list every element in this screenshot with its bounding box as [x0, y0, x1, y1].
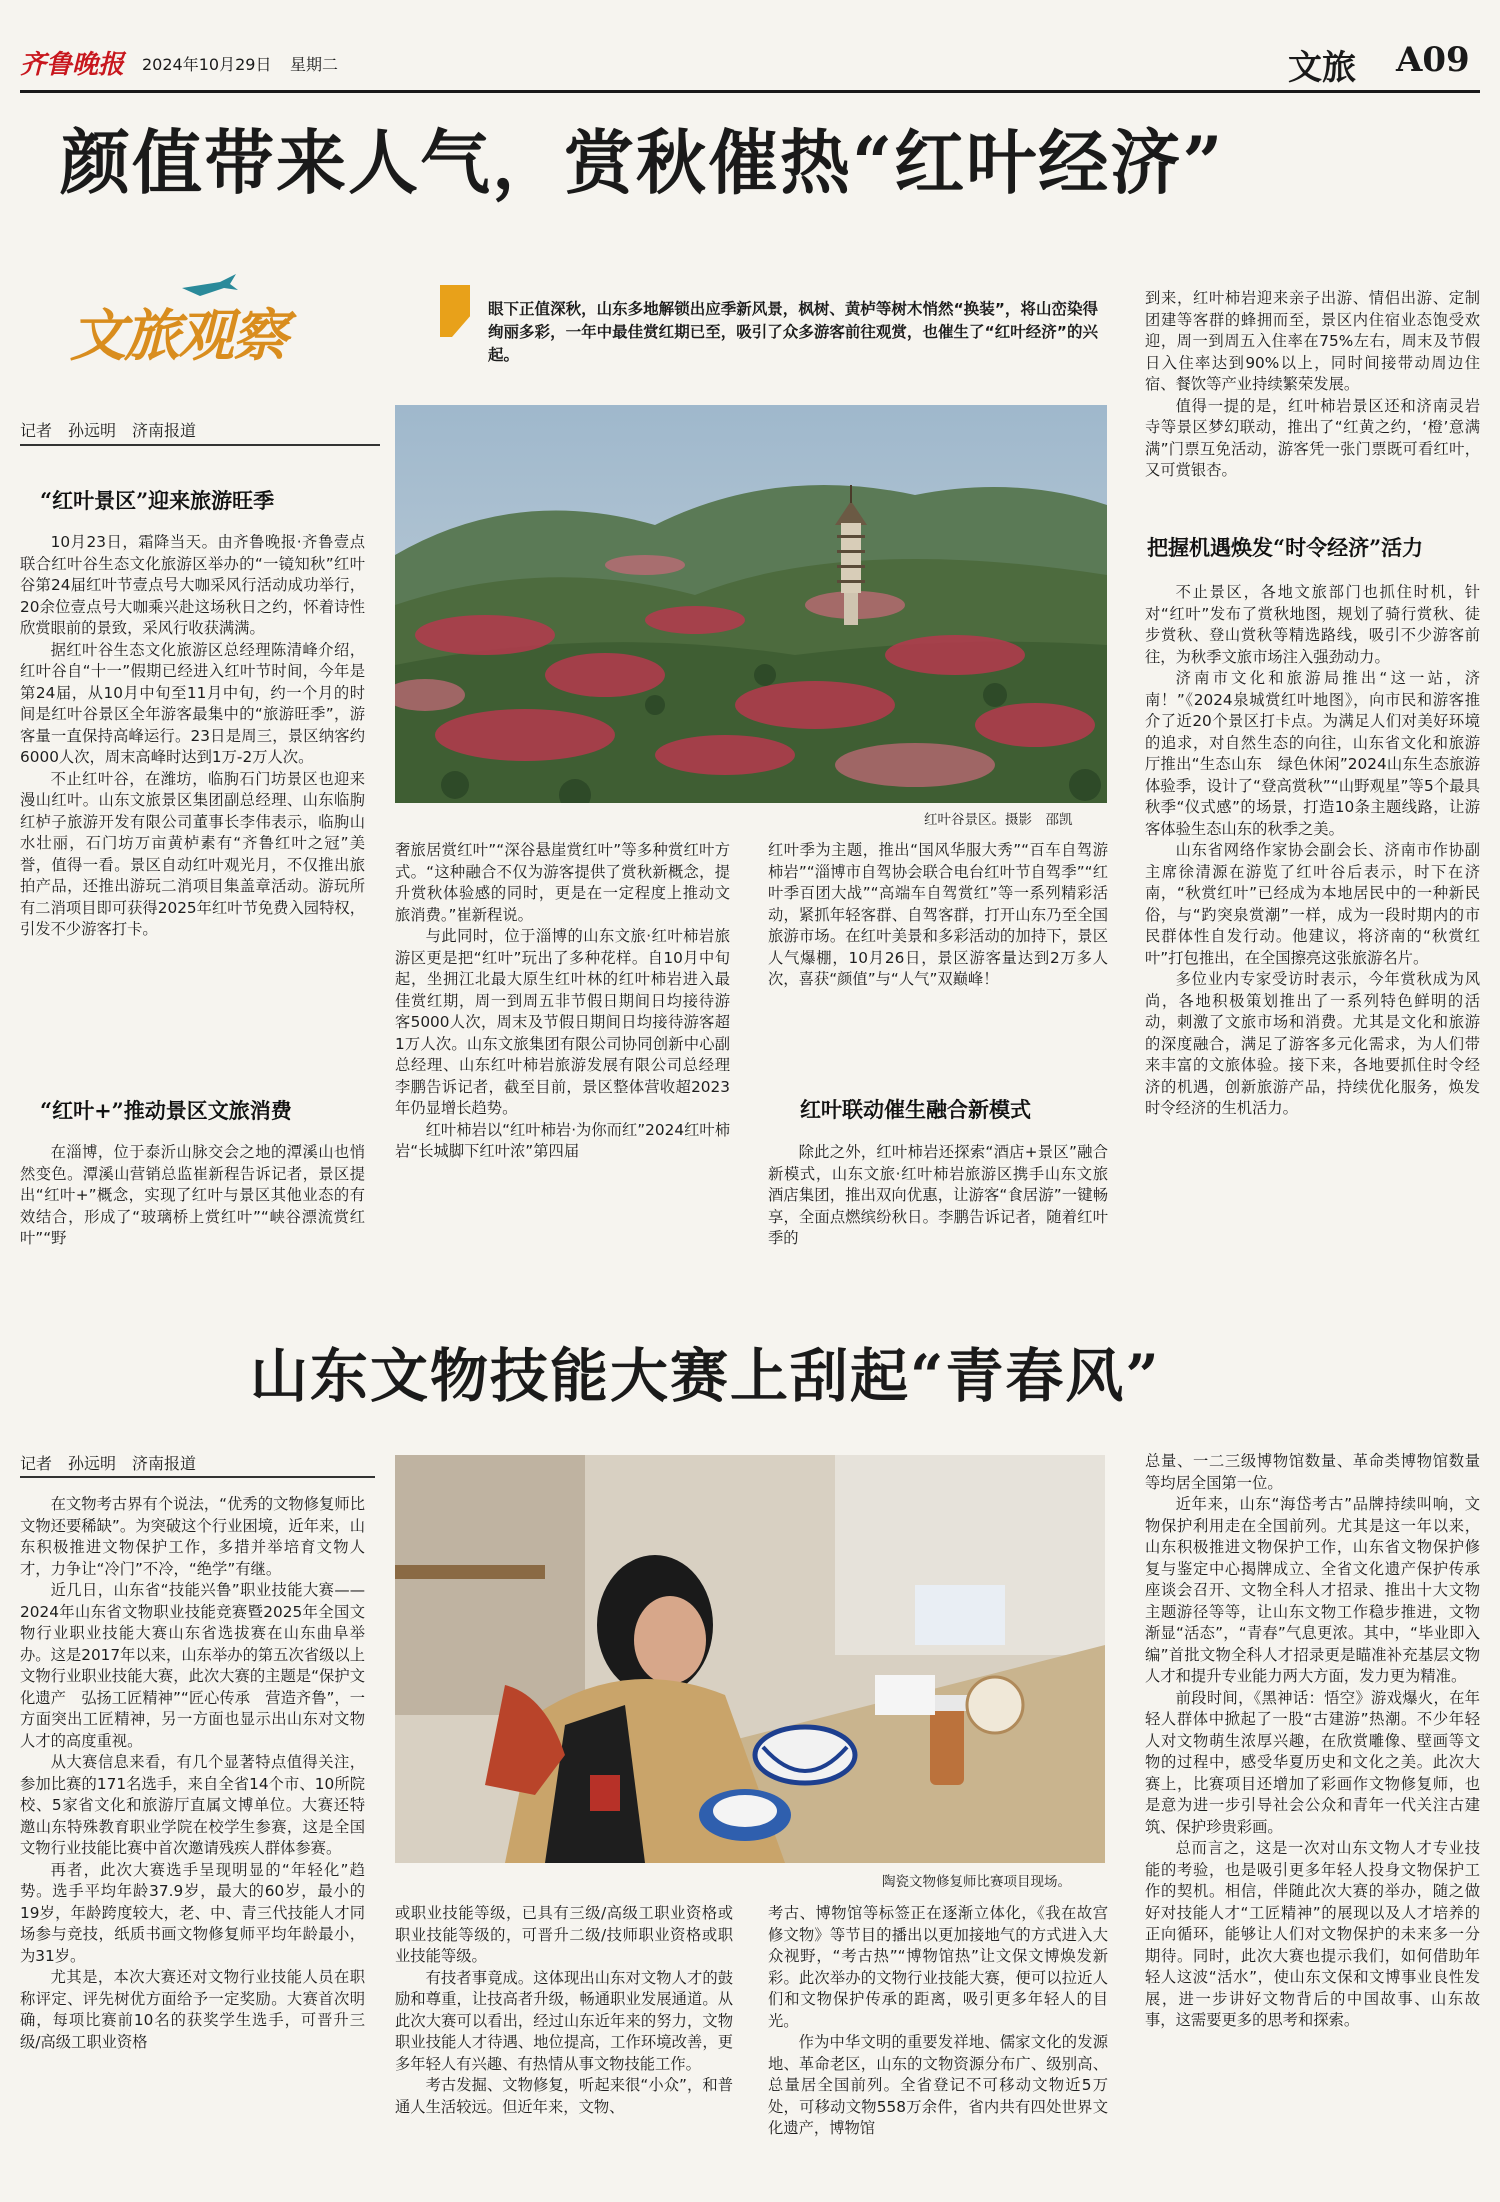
masthead [20, 40, 1480, 88]
article1-col4b: 不止景区，各地文旅部门也抓住时机，针对“红叶”发布了赏秋地图，规划了骑行赏秋、徒步赏秋、登山赏秋等精选路线，吸引不少游客前往，为秋季文旅市场注入强劲动力。 济南市文化和旅游局推出“这一站，济南！”《2024泉城赏红叶地图》，向市民和游客推介了近20个景区打卡点。为满足人们对美好环境的追求，对自然生态的向往，山东省文化和旅游厅推出“生态山东 绿色休闲”2024山东生态旅游体验季，设计了“登高赏秋”“山野观星”等5个最具秋季“仪式感”的场景，打造10条主题线路，让游客体验生态山东的秋季之美。 山东省网络作家协会副会长、济南市作协副主席徐清源在游览了红叶谷后表示，时下在济南，“秋赏红叶”已经成为本地居民中的一种新民俗，与“趵突泉赏潮”一样，成为一段时期内的市民群体性自发行动。他建议，将济南的“秋赏红叶”打包推出，在全国擦亮这张旅游名片。 多位业内专家受访时表示，今年赏秋成为风尚，各地积极策划推出了一系列特色鲜明的活动，刺激了文旅市场和消费。尤其是文化和旅游的深度融合，满足了游客多元化需求，为人们带来丰富的文旅体验。接下来，各地要抓住时令经济的机遇，创新旅游产品，持续优化服务，焕发时令经济的生机活力。 [1145, 583, 1480, 1117]
article1-col4: 到来，红叶柿岩迎来亲子出游、情侣出游、定制团建等客群的蜂拥而至，景区内住宿业态饱受欢迎，周一到周五入住率在75%左右，周末及节假日入住率达到90%以上，同时间接带动周边住宿、餐饮等产业持续繁荣发展。 值得一提的是，红叶柿岩景区还和济南灵岩寺等景区梦幻联动，推出了“红黄之约，‘橙’意满满”门票互免活动，游客凭一张门票既可看红叶，又可赏银杏。 [1145, 289, 1480, 479]
article2-headline: 山东文物技能大赛上刮起“青春风” [250, 1342, 1161, 1410]
article1-photo-caption: 红叶谷景区。摄影 邵凯 [924, 812, 1073, 828]
article2-col2: 或职业技能等级，已具有三级/高级工职业资格或职业技能等级的，可晋升二级/技师职业资格或职业技能等级。 有技者事竟成。这体现出山东对文物人才的鼓励和尊重，让技高者升级，畅通职业发展通道。从此次大赛可以看出，经过山东近年来的努力，文物职业技能人才待遇、地位提高，工作环境改善，更多年轻人有兴趣、有热情从事文物技能工作。 考古发掘、文物修复，听起来很“小众”，和普通人生活较远。但近年来，文物、 [395, 1904, 733, 2116]
blue-white-bowl [755, 1727, 855, 1783]
article1-byline: 记者 孙远明 济南报道 [20, 421, 197, 440]
article1-photo [395, 405, 1107, 803]
article1-col2: 奢旅居赏红叶”“深谷悬崖赏红叶”等多种赏红叶方式。“这种融合不仅为游客提供了赏秋新概念，提升赏秋体验感的同时，更是在一定程度上推动文旅消费。”崔新程说。 与此同时，位于淄博的山东文旅·红叶柿岩旅游区更是把“红叶”玩出了多种花样。自10月中旬起，坐拥江北最大原生红叶林的红叶柿岩进入最佳赏红期，周一到周五非节假日期间日均接待游客5000人次，周末及节假日期间日均接待游客超1万人次。山东文旅集团有限公司协同创新中心副总经理、山东红叶柿岩旅游发展有限公司总经理李鹏告诉记者，截至目前，景区整体营收超2023年仍显增长趋势。 红叶柿岩以“红叶柿岩·为你而红”2024红叶柿岩“长城脚下红叶浓”第四届 [395, 841, 730, 1160]
byline2-rule [20, 1476, 375, 1478]
subhead-2: “红叶+”推动景区文旅消费 [40, 1098, 292, 1123]
article1-col3: 红叶季为主题，推出“国风华服大秀”“百车自驾游柿岩”“淄博市自驾协会联合电台红叶节自驾季”“红叶季百团大战”“高端车自驾赏红”等一系列精彩活动，紧抓年轻客群、自驾客群，打开山东乃至全国旅游市场。在红叶美景和多彩活动的加持下，景区人气爆棚，10月26日，景区游客量达到2万多人次，喜获“颜值”与“人气”双巅峰！ [768, 841, 1108, 988]
issue-weekday: 星期二 [290, 55, 339, 74]
column-logo-text: 文旅观察 [70, 303, 286, 369]
header-rule [20, 90, 1480, 93]
article1-headline: 颜值带来人气，赏秋催热“红叶经济” [60, 121, 1225, 204]
article2-col3: 考古、博物馆等标签正在逐渐立体化，《我在故宫修文物》等节目的播出以更加接地气的方式进入大众视野，“考古热”“博物馆热”让文保文博焕发新彩。此次举办的文物行业技能大赛，便可以拉近人们和文物保护传承的距离，吸引更多年轻人的目光。 作为中华文明的重要发祥地、儒家文化的发源地、革命老区，山东的文物资源分布广、级别高、总量居全国前列。全省登记不可移动文物近5万处，可移动文物558万余件，省内共有四处世界文化遗产，博物馆 [768, 1904, 1108, 2137]
article1-lead: 眼下正值深秋，山东多地解锁出应季新风景，枫树、黄栌等树木悄然“换装”，将山峦染得绚丽多彩，一年中最佳赏红期已至，吸引了众多游客前往观赏，也催生了“红叶经济”的兴起。 [488, 300, 1098, 364]
section-name: 文旅 [1288, 48, 1356, 88]
paper-name: 齐鲁晚报 [20, 50, 125, 80]
column-logo [60, 270, 340, 380]
article2-col1: 在文物考古界有个说法，“优秀的文物修复师比文物还要稀缺”。为突破这个行业困境，近年来，山东积极推进文物保护工作，多措并举培育文物人才，力争让“冷门”不冷，“绝学”有继。 近几日，山东省“技能兴鲁”职业技能大赛——2024年山东省文物职业技能竞赛暨2025年全国文物行业职业技能大赛山东省选拔赛在山东曲阜举办。这是2017年以来，山东举办的第五次省级以上文物行业职业技能大赛，此次大赛的主题是“保护文化遗产 弘扬工匠精神”“匠心传承 营造齐鲁”，一方面突出工匠精神，另一方面也显示出山东对文物人才的高度重视。 从大赛信息来看，有几个显著特点值得关注，参加比赛的171名选手，来自全省14个市、10所院校、5家省文化和旅游厅直属文博单位。大赛还特邀山东特殊教育职业学院在校学生参赛，这是全国文物行业技能比赛中首次邀请残疾人群体参赛。 再者，此次大赛选手呈现明显的“年轻化”趋势。选手平均年龄37.9岁，最大的60岁，最小的19岁，年龄跨度较大，老、中、青三代技能人才同场参与竞技，纸质书画文物修复师平均年龄最小，为31岁。 尤其是，本次大赛还对文物行业技能人员在职称评定、评先树优方面给予一定奖励。大赛首次明确，每项比赛前10名的获奖学生选手，可晋升三级/高级工职业资格 [20, 1495, 365, 2051]
lead-marker [440, 285, 470, 337]
article2-photo-caption: 陶瓷文物修复师比赛项目现场。 [882, 1874, 1071, 1890]
page-number: A09 [1396, 40, 1470, 80]
issue-date: 2024年10月29日 [142, 55, 272, 74]
byline-rule [20, 444, 380, 446]
article2-col4: 总量、一二三级博物馆数量、革命类博物馆数量等均居全国第一位。 近年来，山东“海岱考古”品牌持续叫响，文物保护利用走在全国前列。尤其是这一年以来，山东积极推进文物保护工作，山东省文物保护修复与鉴定中心揭牌成立、全省文化遗产保护传承座谈会召开、文物全科人才招录、推出十大文物主题游径等等，让山东文物工作稳步推进，文物渐显“活态”，“青春”气息更浓。其中，“毕业即入编”首批文物全科人才招录更是瞄准补充基层文物人才和提升专业能力两大方面，发力更为精准。 前段时间，《黑神话：悟空》游戏爆火，在年轻人群体中掀起了一股“古建游”热潮。不少年轻人对文物萌生浓厚兴趣，在欣赏雕像、壁画等文物的过程中，感受华夏历史和文化之美。此次大赛上，比赛项目还增加了彩画作文物修复师，也是意为进一步引导社会公众和青年一代关注古建筑、保护珍贵彩画。 总而言之，这是一次对山东文物人才专业技能的考验，也是吸引更多年轻人投身文物保护工作的契机。相信，伴随此次大赛的举办，随之做好对技能人才“工匠精神”的展现以及人才培养的正向循环，能够让人们对文物保护的未来多一分期待。同时，此次大赛也提示我们，如何借助年轻人这波“活水”，使山东文保和文博事业良性发展，进一步讲好文物背后的中国故事、山东故事，这需要更多的思考和探索。 [1145, 1452, 1480, 2029]
article2-byline: 记者 孙远明 济南报道 [20, 1454, 197, 1473]
article1-col1: 10月23日，霜降当天。由齐鲁晚报·齐鲁壹点联合红叶谷生态文化旅游区举办的“一镜知秋”红叶谷第24届红叶节壹点号大咖采风行活动成功举行，20余位壹点号大咖乘兴赴这场秋日之约，怀着诗性欣赏眼前的景致，采风行收获满满。 据红叶谷生态文化旅游区总经理陈清峰介绍，红叶谷自“十一”假期已经进入红叶节时间，今年是第24届，从10月中旬至11月中旬，约一个月的时间是红叶谷景区全年游客最集中的“旅游旺季”，游客量一直保持高峰运行。23日是周三，景区纳客约6000人次，周末高峰时达到1万-2万人次。 不止红叶谷，在潍坊，临朐石门坊景区也迎来漫山红叶。山东文旅景区集团副总经理、山东临朐红栌子旅游开发有限公司董事长李伟表示，临朐山水壮丽，石门坊万亩黄栌素有“齐鲁红叶之冠”美誉，值得一看。景区自动红叶观光月，不仅推出旅拍产品，还推出游玩二消项目集盖章活动。游玩所有二消项目即可获得2025年红叶节免费入园特权，引发不少游客打卡。 [20, 533, 365, 938]
subhead-4: 把握机遇焕发“时令经济”活力 [1147, 535, 1424, 560]
subhead-1: “红叶景区”迎来旅游旺季 [40, 488, 275, 513]
article1-col3b: 除此之外，红叶柿岩还探索“酒店+景区”融合新模式，山东文旅·红叶柿岩旅游区携手山东文旅酒店集团，推出双向优惠，让游客“食居游”一键畅享，全面点燃缤纷秋日。李鹏告诉记者，随着红叶季的 [768, 1143, 1108, 1247]
article1-col1b: 在淄博，位于泰沂山脉交会之地的潭溪山也悄然变色。潭溪山营销总监崔新程告诉记者，景区提出“红叶+”概念，实现了红叶与景区其他业态的有效结合，形成了“玻璃桥上赏红叶”“峡谷漂流赏红叶”“野 [20, 1143, 365, 1247]
subhead-3: 红叶联动催生融合新模式 [800, 1097, 1031, 1122]
article2-photo [395, 1455, 1105, 1863]
